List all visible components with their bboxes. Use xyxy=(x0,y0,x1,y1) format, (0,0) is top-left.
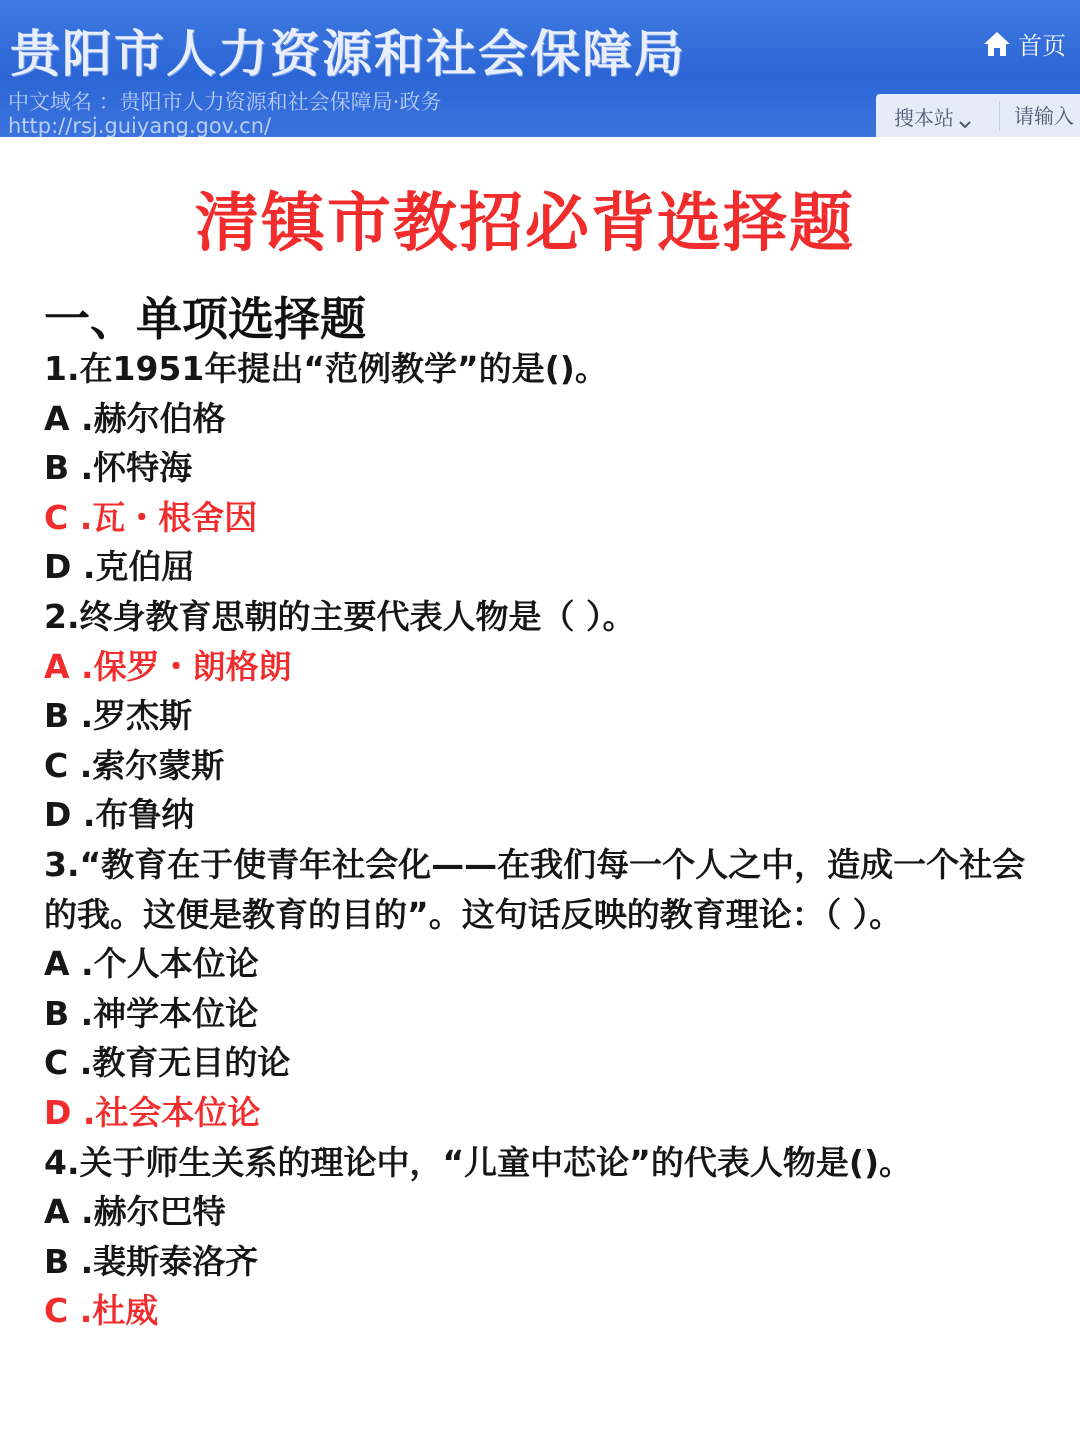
chinese-domain-text: 中文域名 ：贵阳市人力资源和社会保障局·政务 xyxy=(8,90,442,114)
search-scope-label: 搜本站 xyxy=(894,105,954,130)
correct-answer-option: C .杜威 xyxy=(44,1291,159,1331)
site-header-banner xyxy=(0,0,1080,137)
option-item: D .布鲁纳 xyxy=(44,795,195,835)
section-heading: 一、单项选择题 xyxy=(44,292,366,346)
option-item: A .赫尔伯格 xyxy=(44,398,226,438)
option-item: D .克伯屈 xyxy=(44,547,195,587)
option-item: C .教育无目的论 xyxy=(44,1043,291,1083)
question-stem: 4.关于师生关系的理论中，“儿童中芯论”的代表人物是()。 xyxy=(44,1142,913,1182)
question-stem: 3.“教育在于使青年社会化——在我们每一个人之中，造成一个社会的我。这便是教育的目的”。这句话反映的教育理论：（ ）。 xyxy=(44,844,1026,934)
search-scope-dropdown[interactable] xyxy=(876,102,999,131)
home-link[interactable] xyxy=(982,26,1066,61)
site-title[interactable]: 贵阳市人力资源和社会保障局 xyxy=(10,25,686,83)
search-input[interactable] xyxy=(1000,103,1080,129)
chevron-down-icon xyxy=(958,111,972,121)
option-item: C .索尔蒙斯 xyxy=(44,745,225,785)
question-stem: 1.在1951年提出“范例教学”的是()。 xyxy=(44,349,608,388)
home-label: 首页 xyxy=(1018,32,1066,60)
question-stem: 2.终身教育思朝的主要代表人物是（ ）。 xyxy=(44,596,636,636)
option-item: A .赫尔巴特 xyxy=(44,1192,226,1232)
correct-answer-option: C .瓦・根舍因 xyxy=(44,497,258,537)
option-item: B .神学本位论 xyxy=(44,993,259,1033)
site-search-bar xyxy=(876,94,1080,137)
option-item: B .罗杰斯 xyxy=(44,696,193,736)
option-item: B .怀特海 xyxy=(44,448,193,488)
correct-answer-option: D .社会本位论 xyxy=(44,1092,261,1132)
correct-answer-option: A .保罗・朗格朗 xyxy=(44,646,292,686)
question-list xyxy=(44,344,1044,1336)
site-url-text: http://rsj.guiyang.gov.cn/ xyxy=(8,114,272,137)
option-item: A .个人本位论 xyxy=(44,944,259,984)
home-icon xyxy=(982,30,1012,58)
option-item: B .裴斯泰洛齐 xyxy=(44,1241,259,1281)
document-title: 清镇市教招必背选择题 xyxy=(195,187,855,261)
